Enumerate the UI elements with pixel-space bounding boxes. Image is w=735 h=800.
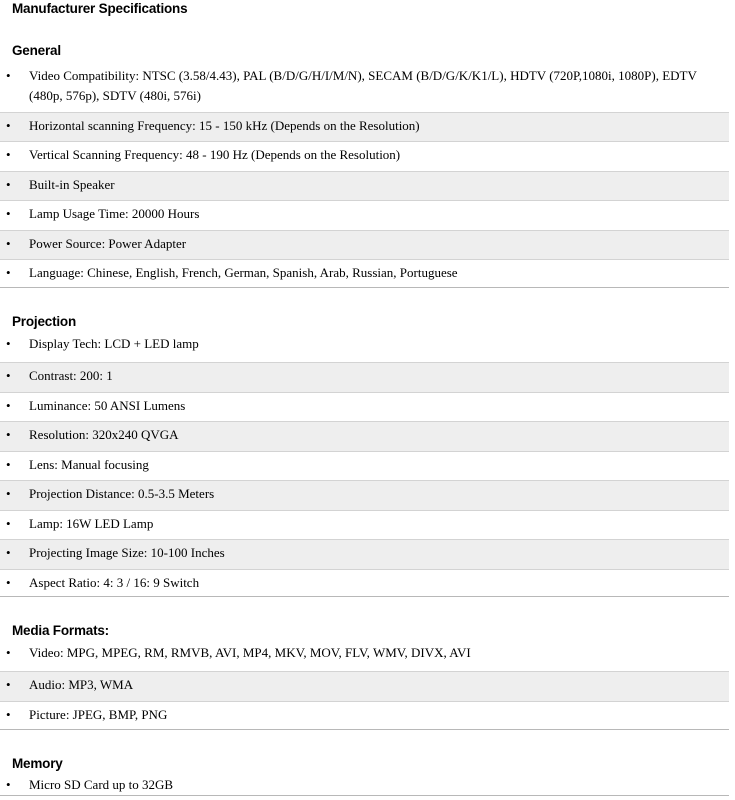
list-item-text: Horizontal scanning Frequency: 15 - 150 kHz (Depends on the Resolution) <box>29 118 420 133</box>
list-item-text: Display Tech: LCD + LED lamp <box>29 336 199 351</box>
list-item <box>0 172 729 201</box>
bullet-icon: • <box>6 777 11 792</box>
list-item-text: Audio: MP3, WMA <box>29 677 134 692</box>
list-item <box>0 775 729 796</box>
list-item <box>0 63 729 113</box>
bullet-icon: • <box>6 575 11 590</box>
bullet-icon: • <box>6 236 11 251</box>
list-item <box>0 643 729 672</box>
list-item-text: Lamp Usage Time: 20000 Hours <box>29 206 200 221</box>
section-heading-media-formats: Media Formats: <box>12 623 109 638</box>
list-item-text: Lamp: 16W LED Lamp <box>29 516 154 531</box>
list-item-text: Projection Distance: 0.5-3.5 Meters <box>29 486 215 501</box>
memory-spec-list <box>0 775 729 796</box>
list-item-text: Luminance: 50 ANSI Lumens <box>29 398 186 413</box>
media-formats-spec-list <box>0 643 729 730</box>
bullet-icon: • <box>6 147 11 162</box>
bullet-icon: • <box>6 265 11 280</box>
list-item-text: Projecting Image Size: 10-100 Inches <box>29 545 225 560</box>
bullet-icon: • <box>6 206 11 221</box>
list-item-text: Built-in Speaker <box>29 177 115 192</box>
bullet-icon: • <box>6 516 11 531</box>
list-item <box>0 113 729 142</box>
list-item <box>0 201 729 231</box>
general-spec-list <box>0 63 729 288</box>
bullet-icon: • <box>6 707 11 722</box>
list-item-text: Micro SD Card up to 32GB <box>29 777 174 792</box>
list-item <box>0 422 729 452</box>
bullet-icon: • <box>6 336 11 351</box>
bullet-icon: • <box>6 645 11 660</box>
list-item <box>0 672 729 702</box>
section-heading-memory: Memory <box>12 756 63 771</box>
bullet-icon: • <box>6 677 11 692</box>
list-item <box>0 452 729 481</box>
list-item <box>0 570 729 597</box>
bullet-icon: • <box>6 427 11 442</box>
bullet-icon: • <box>6 177 11 192</box>
bullet-icon: • <box>6 118 11 133</box>
list-item <box>0 511 729 540</box>
list-item <box>0 231 729 260</box>
list-item-text: Power Source: Power Adapter <box>29 236 187 251</box>
section-heading-general: General <box>12 43 61 58</box>
bullet-icon: • <box>6 68 11 83</box>
list-item-text: Picture: JPEG, BMP, PNG <box>29 707 168 722</box>
bullet-icon: • <box>6 368 11 383</box>
list-item-text: Video: MPG, MPEG, RM, RMVB, AVI, MP4, MKV, MOV, FLV, WMV, DIVX, AVI <box>29 645 471 660</box>
section-heading-projection: Projection <box>12 314 77 329</box>
list-item <box>0 481 729 511</box>
list-item-text: Contrast: 200: 1 <box>29 368 113 383</box>
list-item-text: Video Compatibility: NTSC (3.58/4.43), PAL (B/D/G/H/I/M/N), SECAM (B/D/G/K/K1/L), HDTV (720P,1080i, 1080P), EDTV (480p, 576p), SDTV (480i, 576i) <box>29 68 697 103</box>
list-item-text: Language: Chinese, English, French, German, Spanish, Arab, Russian, Portuguese <box>29 265 458 280</box>
bullet-icon: • <box>6 545 11 560</box>
list-item <box>0 393 729 422</box>
bullet-icon: • <box>6 486 11 501</box>
page-title: Manufacturer Specifications <box>12 1 188 16</box>
list-item-text: Vertical Scanning Frequency: 48 - 190 Hz (Depends on the Resolution) <box>29 147 401 162</box>
list-item <box>0 260 729 288</box>
list-item-text: Lens: Manual focusing <box>29 457 149 472</box>
bullet-icon: • <box>6 398 11 413</box>
list-item <box>0 142 729 172</box>
projection-spec-list <box>0 334 729 597</box>
list-item <box>0 702 729 730</box>
list-item <box>0 334 729 363</box>
list-item-text: Aspect Ratio: 4: 3 / 16: 9 Switch <box>29 575 200 590</box>
list-item <box>0 540 729 570</box>
bullet-icon: • <box>6 457 11 472</box>
list-item <box>0 363 729 393</box>
list-item-text: Resolution: 320x240 QVGA <box>29 427 179 442</box>
